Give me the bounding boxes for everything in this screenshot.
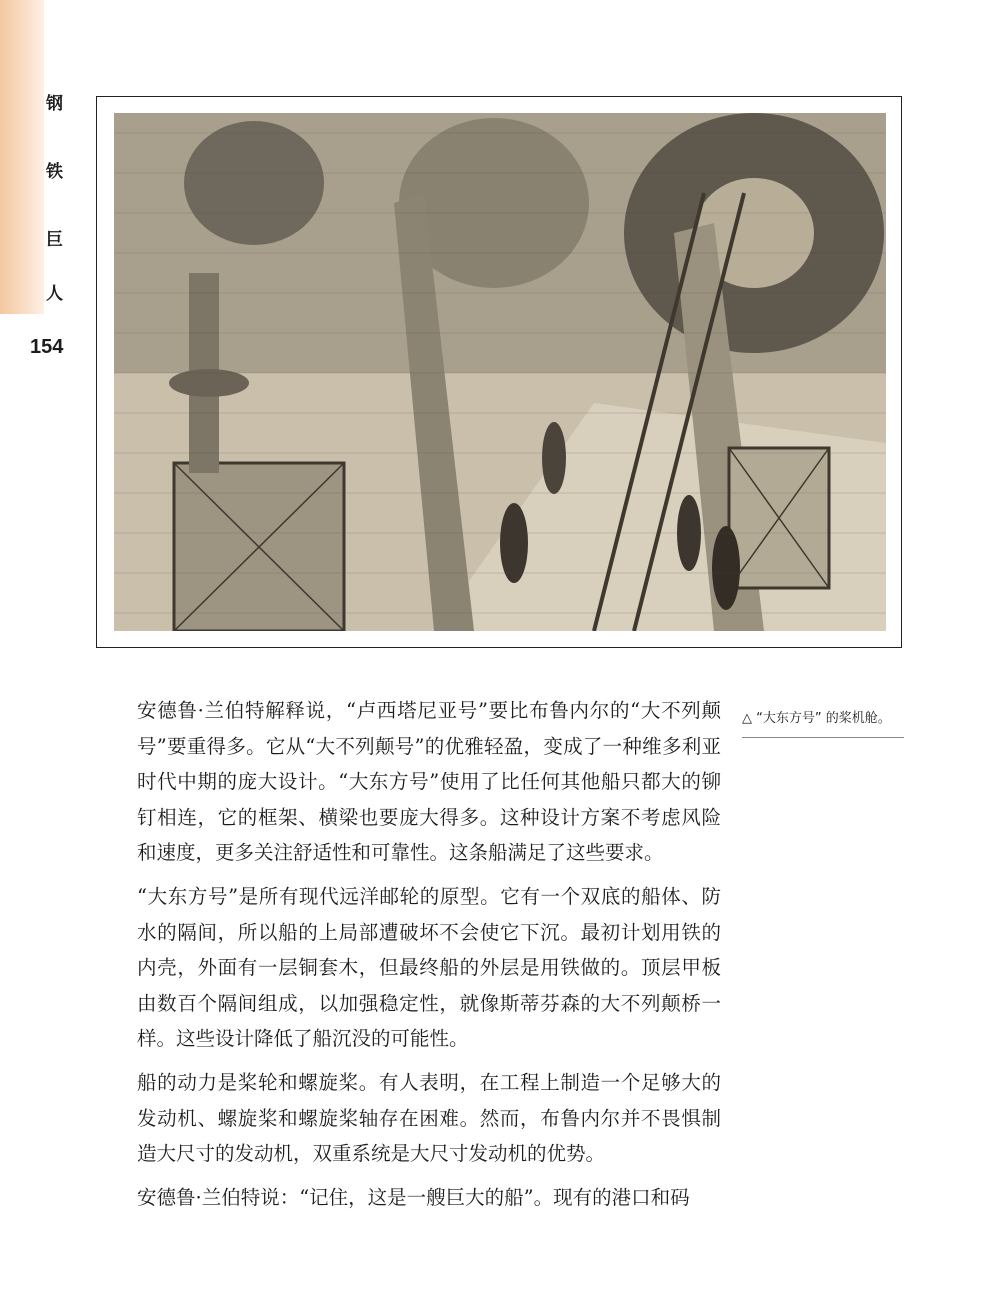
- page-number: 154: [30, 336, 64, 358]
- article-body: [137, 693, 721, 1223]
- paragraph: 安德鲁·兰伯特说：“记住，这是一艘巨大的船”。现有的港口和码: [137, 1185, 690, 1209]
- paragraph: 安德鲁·兰伯特解释说，“卢西塔尼亚号”要比布鲁内尔的“大不列颠号”要重得多。它从“大不列颠号”的优雅轻盈，变成了一种维多利亚时代中期的庞大设计。“大东方号”使用了比任何其他船只都大的铆钉相连，它的框架、横梁也要庞大得多。这种设计方案不考虑风险和速度，更多关注舒适性和可靠性。这条船满足了这些要求。: [137, 699, 721, 865]
- chapter-side-tab: [0, 0, 44, 314]
- chapter-title-char: 巨: [46, 230, 63, 250]
- caption-divider: [742, 737, 904, 738]
- figure-caption: △ “大东方号” 的桨机舱。: [742, 711, 891, 726]
- chapter-title-char: 钢: [46, 94, 63, 114]
- engraving-illustration: [114, 113, 886, 631]
- paragraph: “大东方号”是所有现代远洋邮轮的原型。它有一个双底的船体、防水的隔间，所以船的上局部遭破坏不会使它下沉。最初计划用铁的内壳，外面有一层铜套木，但最终船的外层是用铁做的。顶层甲板由数百个隔间组成，以加强稳定性，就像斯蒂芬森的大不列颠桥一样。这些设计降低了船沉没的可能性。: [137, 884, 721, 1051]
- chapter-title-char: 铁: [46, 162, 63, 182]
- engine-room-engraving: [114, 113, 886, 631]
- figure-frame: [96, 96, 902, 648]
- chapter-title-char: 人: [46, 284, 63, 304]
- paragraph: 船的动力是桨轮和螺旋桨。有人表明，在工程上制造一个足够大的发动机、螺旋桨和螺旋桨轴存在困难。然而，布鲁内尔并不畏惧制造大尺寸的发动机，双重系统是大尺寸发动机的优势。: [137, 1070, 721, 1166]
